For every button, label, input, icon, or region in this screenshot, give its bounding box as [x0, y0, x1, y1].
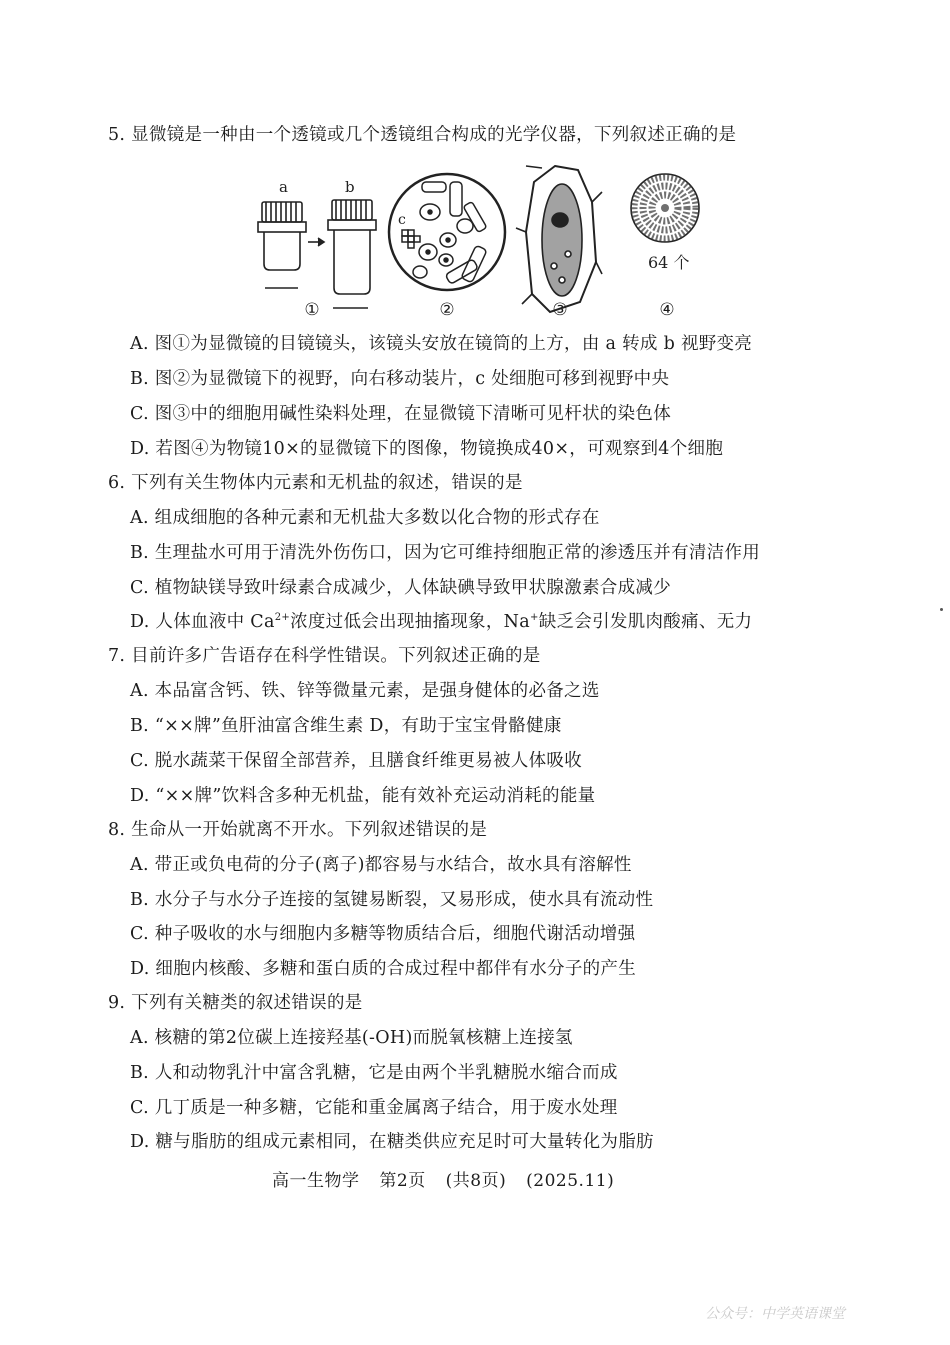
q5-option-d: D. 若图④为物镜10×的显微镜下的图像，物镜换成40×，可观察到4个细胞	[130, 439, 724, 459]
q6-option-a: A. 组成细胞的各种元素和无机盐大多数以化合物的形式存在	[130, 508, 600, 528]
watermark: 公众号：中学英语课堂	[705, 1306, 845, 1322]
q8-option-a: A. 带正或负电荷的分子(离子)都容易与水结合，故水具有溶解性	[130, 855, 632, 875]
figure-label-4: ④	[659, 300, 675, 320]
page-footer	[272, 1166, 628, 1191]
q5-stem: 5. 显微镜是一种由一个透镜或几个透镜组合构成的光学仪器，下列叙述正确的是	[108, 125, 737, 145]
q5-option-a: A. 图①为显微镜的目镜镜头，该镜头安放在镜筒的上方，由 a 转成 b 视野变亮	[130, 334, 753, 354]
field-of-view	[389, 174, 505, 290]
q5-option-b: B. 图②为显微镜下的视野，向右移动装片，c 处细胞可移到视野中央	[130, 369, 670, 389]
sodium-charge: +	[530, 612, 539, 623]
footer-page: 第2页	[379, 1171, 426, 1191]
q7-stem: 7. 目前许多广告语存在科学性错误。下列叙述正确的是	[108, 646, 541, 666]
microscope-figure	[250, 162, 720, 322]
footer-date: (2025.11)	[526, 1171, 615, 1191]
figure-label-3: ③	[552, 300, 568, 320]
lens-panel	[258, 200, 376, 308]
q8-option-d: D. 细胞内核酸、多糖和蛋白质的合成过程中都伴有水分子的产生	[130, 959, 637, 979]
q6-option-d-part3: 缺乏会引发肌肉酸痛、无力	[538, 612, 753, 632]
q5-figure	[250, 162, 720, 322]
scan-speck	[940, 608, 943, 611]
q9-stem: 9. 下列有关糖类的叙述错误的是	[108, 993, 363, 1013]
lens-letter-a: a	[279, 178, 288, 196]
cell-letter-c: c	[398, 212, 406, 228]
footer-subject: 高一生物学	[272, 1171, 360, 1191]
figure-label-2: ②	[439, 300, 455, 320]
q8-option-b: B. 水分子与水分子连接的氢键易断裂，又易形成，使水具有流动性	[130, 890, 654, 910]
q6-option-d	[130, 611, 752, 633]
calcium-charge: 2+	[274, 612, 291, 623]
q6-stem: 6. 下列有关生物体内元素和无机盐的叙述，错误的是	[108, 473, 523, 493]
q9-option-a: A. 核糖的第2位碳上连接羟基(-OH)而脱氧核糖上连接氢	[130, 1028, 573, 1048]
lens-b	[328, 200, 376, 294]
q7-option-c: C. 脱水蔬菜干保留全部营养，且膳食纤维更易被人体吸收	[130, 751, 582, 771]
cell-count-label: 64 个	[648, 253, 690, 272]
q9-option-c: C. 几丁质是一种多糖，它能和重金属离子结合，用于废水处理	[130, 1098, 618, 1118]
q7-option-d: D. “××牌”饮料含多种无机盐，能有效补充运动消耗的能量	[130, 786, 596, 806]
footer-total: (共8页)	[445, 1171, 507, 1191]
q6-option-b: B. 生理盐水可用于清洗外伤伤口，因为它可维持细胞正常的渗透压并有清洁作用	[130, 543, 761, 563]
q9-option-b: B. 人和动物乳汁中富含乳糖，它是由两个半乳糖脱水缩合而成	[130, 1063, 618, 1083]
dense-field	[631, 174, 699, 242]
lens-a	[258, 202, 306, 270]
q8-option-c: C. 种子吸收的水与细胞内多糖等物质结合后，细胞代谢活动增强	[130, 924, 636, 944]
q7-option-b: B. “××牌”鱼肝油富含维生素 D，有助于宝宝骨骼健康	[130, 716, 562, 736]
q7-option-a: A. 本品富含钙、铁、锌等微量元素，是强身健体的必备之选	[130, 681, 600, 701]
plant-cell	[516, 166, 602, 312]
q9-option-d: D. 糖与脂肪的组成元素相同，在糖类供应充足时可大量转化为脂肪	[130, 1132, 654, 1152]
q5-option-c: C. 图③中的细胞用碱性染料处理，在显微镜下清晰可见杆状的染色体	[130, 404, 671, 424]
figure-label-1: ①	[304, 300, 320, 320]
q6-option-c: C. 植物缺镁导致叶绿素合成减少，人体缺碘导致甲状腺激素合成减少	[130, 578, 671, 598]
lens-letter-b: b	[345, 178, 355, 196]
q6-option-d-part2: 浓度过低会出现抽搐现象，Na	[290, 612, 531, 632]
q8-stem: 8. 生命从一开始就离不开水。下列叙述错误的是	[108, 820, 488, 840]
q6-option-d-part1: D. 人体血液中 Ca	[130, 612, 275, 632]
